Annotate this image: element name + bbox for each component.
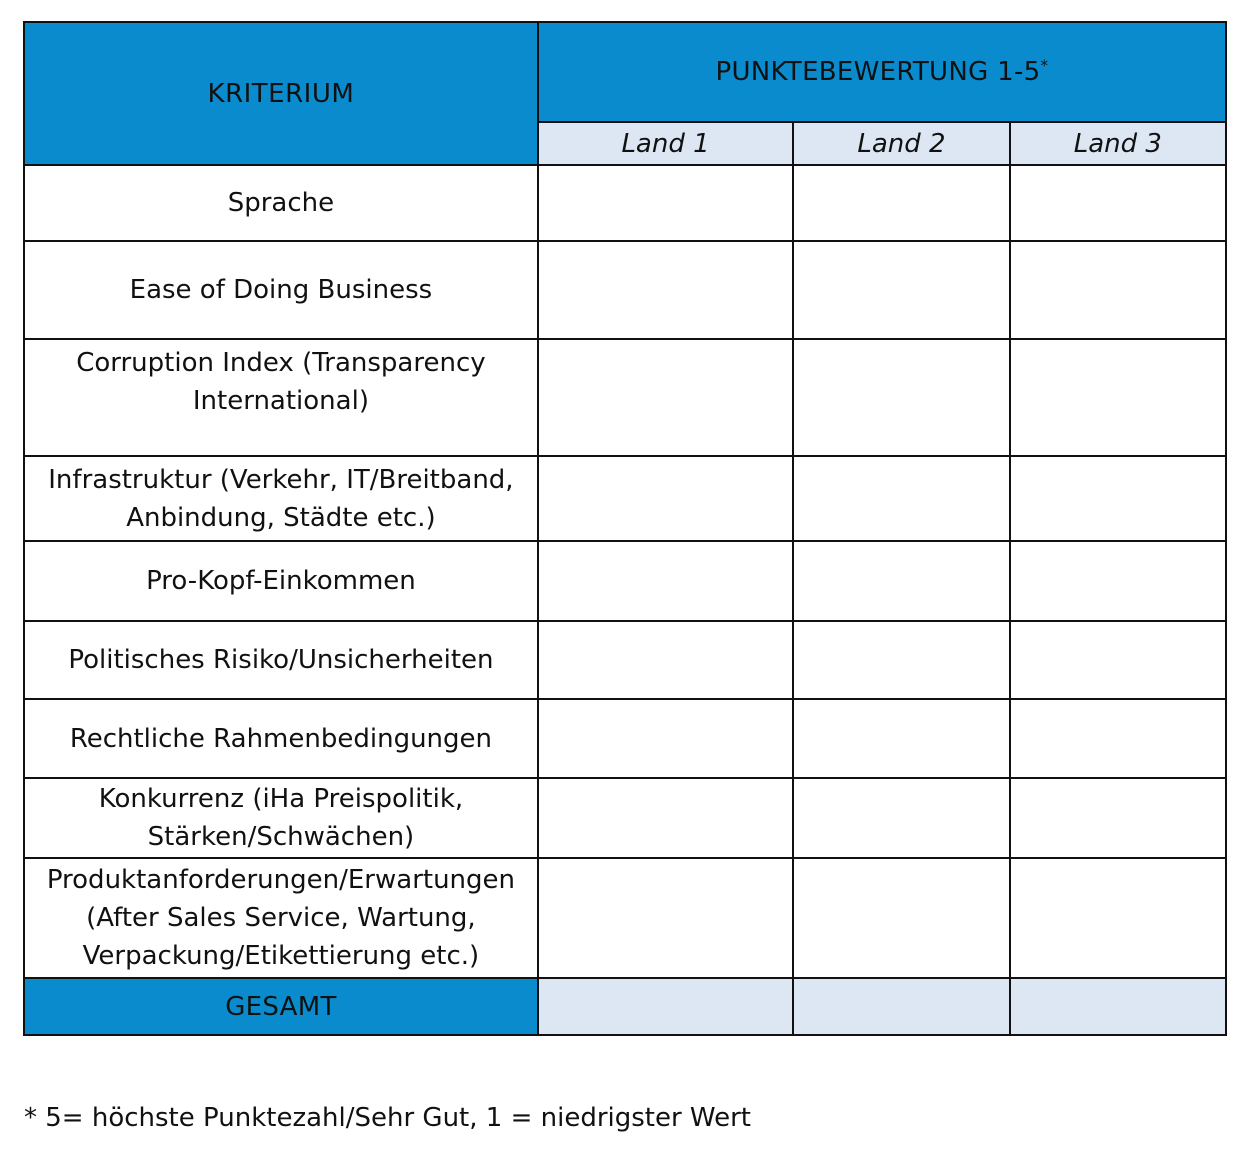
criterion-line: Anbindung, Städte etc.) — [126, 502, 436, 533]
score-cell-land-1[interactable] — [538, 621, 793, 699]
score-cell-land-1[interactable] — [538, 541, 793, 621]
table-row — [24, 456, 1226, 541]
score-cell-land-2[interactable] — [793, 778, 1009, 858]
header-kriterium-label: KRITERIUM — [207, 78, 355, 109]
score-cell-land-1[interactable] — [538, 241, 793, 339]
score-cell-land-2[interactable] — [793, 241, 1009, 339]
score-cell-land-1[interactable] — [538, 699, 793, 778]
criterion-line: Rechtliche Rahmenbedingungen — [69, 723, 493, 754]
score-cell-land-2[interactable] — [793, 699, 1009, 778]
score-cell-land-1[interactable] — [538, 778, 793, 858]
score-cell-land-1[interactable] — [538, 339, 793, 456]
land-2-label: Land 2 — [857, 128, 946, 159]
header-kriterium — [24, 22, 538, 165]
criterion-line: Ease of Doing Business — [129, 275, 433, 305]
score-cell-land-2[interactable] — [793, 456, 1009, 541]
criterion-cell — [24, 621, 538, 699]
total-label: GESAMT — [225, 991, 337, 1022]
score-cell-land-2[interactable] — [793, 339, 1009, 456]
score-cell-land-2[interactable] — [793, 621, 1009, 699]
header-punktebewertung-label: PUNKTEBEWERTUNG 1-5 — [715, 57, 1041, 87]
criterion-line: Infrastruktur (Verkehr, IT/Breitband, — [48, 464, 514, 495]
score-cell-land-3[interactable] — [1010, 339, 1226, 456]
land-1-label: Land 1 — [621, 128, 710, 159]
criterion-line: (After Sales Service, Wartung, — [86, 903, 476, 933]
criterion-line: Pro-Kopf-Einkommen — [146, 566, 416, 596]
table-row — [24, 339, 1226, 456]
total-cell-land-3[interactable] — [1010, 978, 1226, 1035]
score-cell-land-2[interactable] — [793, 858, 1009, 978]
table-row — [24, 778, 1226, 858]
table-row — [24, 541, 1226, 621]
score-cell-land-3[interactable] — [1010, 778, 1226, 858]
table-row — [24, 699, 1226, 778]
criterion-line: Produktanforderungen/Erwartungen — [46, 865, 516, 895]
footnote: * 5= höchste Punktezahl/Sehr Gut, 1 = niedrigster Wert — [24, 1103, 751, 1133]
total-row — [24, 978, 1226, 1035]
table-row — [24, 241, 1226, 339]
total-label-cell — [24, 978, 538, 1035]
criterion-cell — [24, 541, 538, 621]
column-header-land-2 — [793, 122, 1009, 165]
criterion-line: Politisches Risiko/Unsicherheiten — [68, 645, 494, 675]
score-cell-land-3[interactable] — [1010, 541, 1226, 621]
criterion-cell — [24, 456, 538, 541]
score-cell-land-1[interactable] — [538, 165, 793, 241]
total-cell-land-1[interactable] — [538, 978, 793, 1035]
score-cell-land-3[interactable] — [1010, 165, 1226, 241]
score-cell-land-1[interactable] — [538, 858, 793, 978]
criterion-line: Stärken/Schwächen) — [147, 822, 415, 852]
column-header-land-3 — [1010, 122, 1226, 165]
table-row — [24, 621, 1226, 699]
criterion-cell — [24, 339, 538, 456]
table-row — [24, 165, 1226, 241]
criterion-cell — [24, 699, 538, 778]
criterion-cell — [24, 165, 538, 241]
score-cell-land-3[interactable] — [1010, 621, 1226, 699]
criterion-line: Verpackung/Etikettierung etc.) — [82, 941, 480, 971]
score-cell-land-3[interactable] — [1010, 456, 1226, 541]
criterion-cell — [24, 858, 538, 978]
column-header-land-1 — [538, 122, 793, 165]
score-cell-land-2[interactable] — [793, 165, 1009, 241]
table-row — [24, 858, 1226, 978]
score-cell-land-3[interactable] — [1010, 241, 1226, 339]
score-cell-land-3[interactable] — [1010, 858, 1226, 978]
score-cell-land-2[interactable] — [793, 541, 1009, 621]
footnote-marker: * — [1040, 56, 1049, 75]
total-cell-land-2[interactable] — [793, 978, 1009, 1035]
evaluation-table — [23, 21, 1227, 1036]
criterion-line: Konkurrenz (iHa Preispolitik, — [98, 784, 464, 814]
score-cell-land-1[interactable] — [538, 456, 793, 541]
criterion-line: Corruption Index (Transparency — [76, 348, 486, 378]
header-punktebewertung — [538, 22, 1226, 122]
criterion-cell — [24, 241, 538, 339]
criterion-line: International) — [192, 386, 369, 416]
score-cell-land-3[interactable] — [1010, 699, 1226, 778]
criterion-cell — [24, 778, 538, 858]
criterion-line: Sprache — [227, 188, 335, 218]
land-3-label: Land 3 — [1073, 128, 1162, 159]
